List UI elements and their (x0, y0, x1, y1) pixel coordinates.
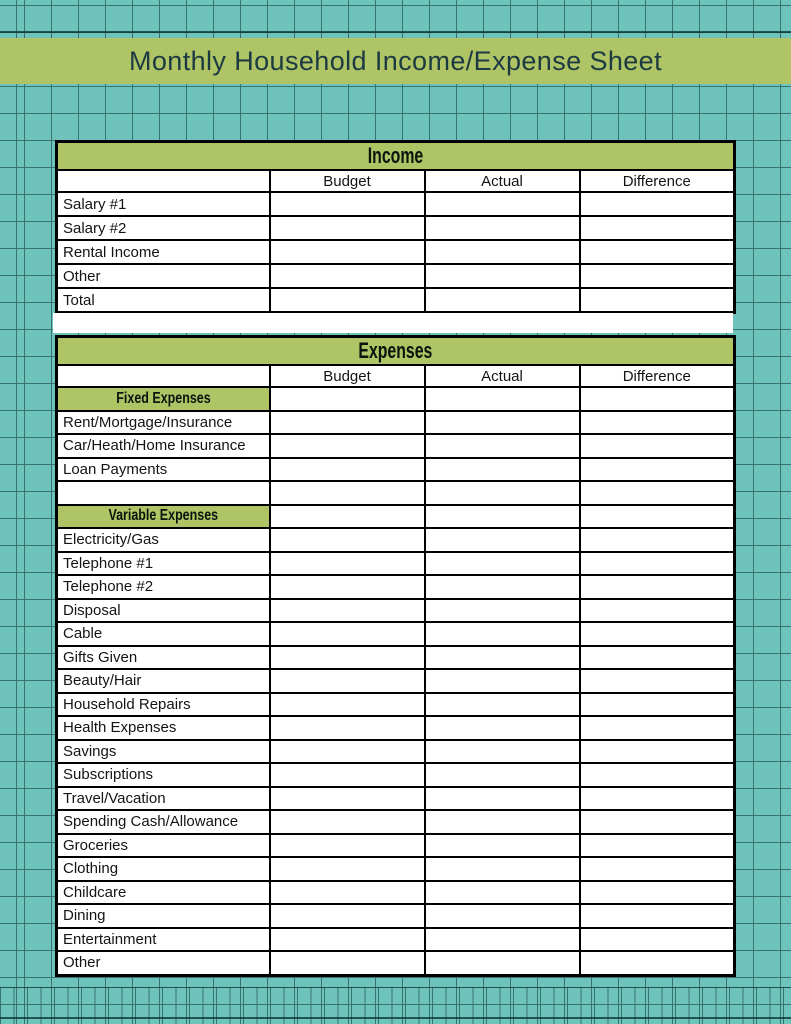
income-value-cell-difference[interactable] (580, 264, 735, 288)
expenses-value-cell-budget[interactable] (270, 740, 425, 764)
expenses-value-cell-actual[interactable] (425, 622, 580, 646)
expenses-value-cell-budget[interactable] (270, 716, 425, 740)
row-label: Other (57, 951, 270, 975)
expenses-value-cell-difference[interactable] (580, 834, 735, 858)
income-value-cell-budget[interactable] (270, 288, 425, 313)
income-value-cell-actual[interactable] (425, 264, 580, 288)
expenses-value-cell-budget[interactable] (270, 434, 425, 458)
expenses-value-cell-actual[interactable] (425, 787, 580, 811)
expenses-value-cell-difference[interactable] (580, 763, 735, 787)
major-grid-line-top (0, 31, 791, 33)
expenses-value-cell-difference[interactable] (580, 528, 735, 552)
expenses-value-cell-difference[interactable] (580, 481, 735, 505)
income-value-cell-actual[interactable] (425, 240, 580, 264)
expenses-band-title: Expenses (358, 338, 433, 363)
expenses-value-cell-actual[interactable] (425, 857, 580, 881)
expenses-value-cell-difference[interactable] (580, 716, 735, 740)
expenses-value-cell-budget[interactable] (270, 481, 425, 505)
expenses-value-cell-budget[interactable] (270, 575, 425, 599)
row-label: Telephone #1 (57, 552, 270, 576)
expenses-value-cell-difference[interactable] (580, 951, 735, 975)
row-label: Salary #1 (57, 192, 270, 216)
expenses-value-cell-budget[interactable] (270, 552, 425, 576)
income-band-title: Income (367, 143, 424, 168)
expenses-value-cell-actual[interactable] (425, 434, 580, 458)
expenses-value-cell-difference[interactable] (580, 552, 735, 576)
expenses-value-cell-difference[interactable] (580, 458, 735, 482)
expenses-table (55, 335, 736, 977)
expenses-value-cell-actual[interactable] (425, 693, 580, 717)
column-header-actual: Actual (425, 170, 580, 192)
section-label: Variable Expenses (108, 507, 219, 525)
row-label: Cable (57, 622, 270, 646)
expenses-value-cell-difference[interactable] (580, 387, 735, 411)
expenses-value-cell-budget[interactable] (270, 528, 425, 552)
row-label: Household Repairs (57, 693, 270, 717)
expenses-value-cell-budget[interactable] (270, 646, 425, 670)
expenses-value-cell-difference[interactable] (580, 857, 735, 881)
row-label: Gifts Given (57, 646, 270, 670)
row-label: Dining (57, 904, 270, 928)
row-label: Rent/Mortgage/Insurance (57, 411, 270, 435)
expenses-value-cell-budget[interactable] (270, 881, 425, 905)
section-label: Fixed Expenses (116, 389, 211, 407)
expenses-value-cell-budget[interactable] (270, 387, 425, 411)
income-value-cell-budget[interactable] (270, 216, 425, 240)
expenses-value-cell-difference[interactable] (580, 622, 735, 646)
income-section-band (57, 142, 735, 171)
income-corner-cell (57, 170, 270, 192)
blank-label-cell (57, 481, 270, 505)
expenses-value-cell-actual[interactable] (425, 458, 580, 482)
expenses-value-cell-actual[interactable] (425, 669, 580, 693)
income-value-cell-difference[interactable] (580, 216, 735, 240)
expenses-value-cell-difference[interactable] (580, 787, 735, 811)
expenses-value-cell-budget[interactable] (270, 857, 425, 881)
income-table (55, 140, 736, 314)
expenses-section-band (57, 337, 735, 366)
section-label-cell (57, 387, 270, 411)
income-value-cell-budget[interactable] (270, 264, 425, 288)
expenses-value-cell-difference[interactable] (580, 434, 735, 458)
separator-strip (53, 313, 733, 333)
row-label: Salary #2 (57, 216, 270, 240)
expenses-value-cell-actual[interactable] (425, 834, 580, 858)
major-grid-line-bottom (0, 1017, 791, 1019)
row-label: Spending Cash/Allowance (57, 810, 270, 834)
row-label: Electricity/Gas (57, 528, 270, 552)
expenses-value-cell-difference[interactable] (580, 693, 735, 717)
income-value-cell-difference[interactable] (580, 192, 735, 216)
income-value-cell-actual[interactable] (425, 192, 580, 216)
row-label: Clothing (57, 857, 270, 881)
expenses-value-cell-actual[interactable] (425, 740, 580, 764)
expenses-value-cell-actual[interactable] (425, 599, 580, 623)
expenses-value-cell-difference[interactable] (580, 575, 735, 599)
expenses-value-cell-budget[interactable] (270, 599, 425, 623)
expenses-value-cell-budget[interactable] (270, 787, 425, 811)
expenses-value-cell-budget[interactable] (270, 763, 425, 787)
column-header-actual: Actual (425, 365, 580, 387)
expenses-value-cell-difference[interactable] (580, 411, 735, 435)
expenses-value-cell-actual[interactable] (425, 951, 580, 975)
expenses-value-cell-budget[interactable] (270, 669, 425, 693)
expenses-value-cell-budget[interactable] (270, 622, 425, 646)
row-label: Entertainment (57, 928, 270, 952)
expenses-value-cell-difference[interactable] (580, 505, 735, 529)
column-header-difference: Difference (580, 365, 735, 387)
expenses-value-cell-difference[interactable] (580, 810, 735, 834)
expenses-value-cell-difference[interactable] (580, 928, 735, 952)
expenses-value-cell-difference[interactable] (580, 881, 735, 905)
row-label: Loan Payments (57, 458, 270, 482)
expenses-value-cell-budget[interactable] (270, 904, 425, 928)
expenses-value-cell-actual[interactable] (425, 387, 580, 411)
expenses-value-cell-budget[interactable] (270, 810, 425, 834)
expenses-value-cell-budget[interactable] (270, 834, 425, 858)
expenses-value-cell-actual[interactable] (425, 528, 580, 552)
title-band (0, 38, 791, 84)
expenses-value-cell-actual[interactable] (425, 810, 580, 834)
expenses-value-cell-budget[interactable] (270, 411, 425, 435)
income-value-cell-difference[interactable] (580, 240, 735, 264)
expenses-value-cell-actual[interactable] (425, 904, 580, 928)
row-label: Subscriptions (57, 763, 270, 787)
expenses-value-cell-actual[interactable] (425, 575, 580, 599)
row-label: Health Expenses (57, 716, 270, 740)
row-label: Travel/Vacation (57, 787, 270, 811)
expenses-value-cell-difference[interactable] (580, 646, 735, 670)
row-label: Groceries (57, 834, 270, 858)
expenses-value-cell-budget[interactable] (270, 928, 425, 952)
expenses-value-cell-budget[interactable] (270, 458, 425, 482)
expenses-corner-cell (57, 365, 270, 387)
expenses-value-cell-actual[interactable] (425, 481, 580, 505)
row-label: Other (57, 264, 270, 288)
row-label: Telephone #2 (57, 575, 270, 599)
row-label: Savings (57, 740, 270, 764)
expenses-value-cell-difference[interactable] (580, 669, 735, 693)
income-value-cell-actual[interactable] (425, 288, 580, 313)
column-header-budget: Budget (270, 170, 425, 192)
expenses-value-cell-budget[interactable] (270, 951, 425, 975)
row-label: Disposal (57, 599, 270, 623)
row-label: Childcare (57, 881, 270, 905)
page-title: Monthly Household Income/Expense Sheet (128, 45, 662, 76)
expenses-value-cell-actual[interactable] (425, 552, 580, 576)
column-header-difference: Difference (580, 170, 735, 192)
row-label: Beauty/Hair (57, 669, 270, 693)
income-value-cell-budget[interactable] (270, 192, 425, 216)
expenses-value-cell-difference[interactable] (580, 740, 735, 764)
column-header-budget: Budget (270, 365, 425, 387)
row-label: Car/Heath/Home Insurance (57, 434, 270, 458)
row-label: Total (57, 288, 270, 313)
expenses-value-cell-budget[interactable] (270, 693, 425, 717)
expenses-value-cell-difference[interactable] (580, 599, 735, 623)
expenses-value-cell-actual[interactable] (425, 928, 580, 952)
expenses-value-cell-actual[interactable] (425, 505, 580, 529)
expenses-value-cell-actual[interactable] (425, 763, 580, 787)
expenses-value-cell-actual[interactable] (425, 716, 580, 740)
income-value-cell-budget[interactable] (270, 240, 425, 264)
section-label-cell (57, 505, 270, 529)
income-value-cell-actual[interactable] (425, 216, 580, 240)
expenses-value-cell-difference[interactable] (580, 904, 735, 928)
expenses-value-cell-actual[interactable] (425, 411, 580, 435)
expenses-value-cell-actual[interactable] (425, 646, 580, 670)
expenses-value-cell-budget[interactable] (270, 505, 425, 529)
row-label: Rental Income (57, 240, 270, 264)
income-value-cell-difference[interactable] (580, 288, 735, 313)
expenses-value-cell-actual[interactable] (425, 881, 580, 905)
